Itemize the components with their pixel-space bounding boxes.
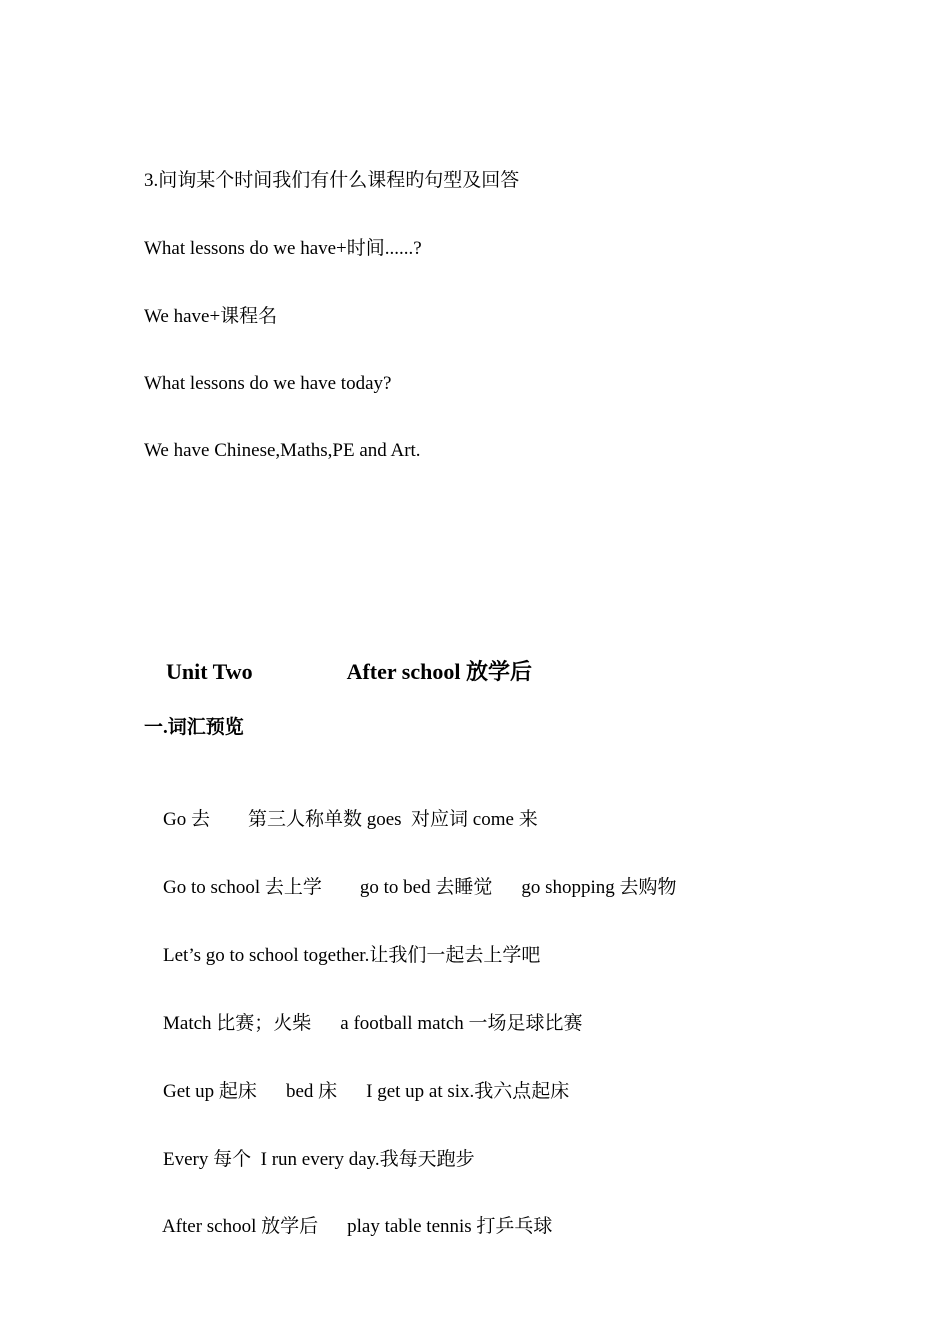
text-line: We have+课程名 [144, 306, 278, 327]
vocab-item: Get up 起床 [163, 1081, 257, 1102]
vocab-item: play table tennis 打乒乓球 [347, 1216, 553, 1237]
unit-heading [144, 630, 532, 714]
vocab-item: 第三人称单数 goes 对应词 come 来 [247, 809, 538, 830]
vocab-item: a football match 一场足球比赛 [340, 1013, 583, 1034]
section-title: 3.问询某个时间我们有什么课程旳句型及回答 [144, 170, 520, 191]
vocab-item: I get up at six.我六点起床 [366, 1081, 570, 1102]
vocab-item: Let’s go to school together.让我们一起去上学吧 [163, 945, 541, 966]
vocab-row [144, 1124, 475, 1196]
vocab-row [144, 784, 538, 856]
vocab-item: Every 每个 I run every day.我每天跑步 [163, 1149, 475, 1170]
text-line: What lessons do we have+时间......? [144, 238, 422, 259]
vocab-item: Go to school 去上学 [163, 877, 322, 898]
vocab-item: Match 比赛；火柴 [163, 1013, 312, 1034]
vocab-item: Go 去 [163, 809, 210, 830]
text-line: What lessons do we have today? [144, 373, 392, 394]
unit-title: After school 放学后 [346, 659, 532, 684]
unit-name: Unit Two [166, 659, 253, 684]
vocab-row [144, 920, 540, 992]
vocab-row [144, 852, 677, 924]
vocab-item: After school 放学后 [161, 1216, 319, 1237]
vocab-heading: 一.词汇预览 [144, 717, 244, 738]
vocab-row [144, 1056, 569, 1128]
vocab-item: go shopping 去购物 [521, 877, 677, 898]
vocab-row [144, 1191, 552, 1263]
vocab-item: go to bed 去睡觉 [359, 877, 493, 898]
vocab-item: bed 床 [285, 1081, 338, 1102]
text-line: We have Chinese,Maths,PE and Art. [144, 440, 421, 461]
vocab-row [144, 988, 583, 1060]
